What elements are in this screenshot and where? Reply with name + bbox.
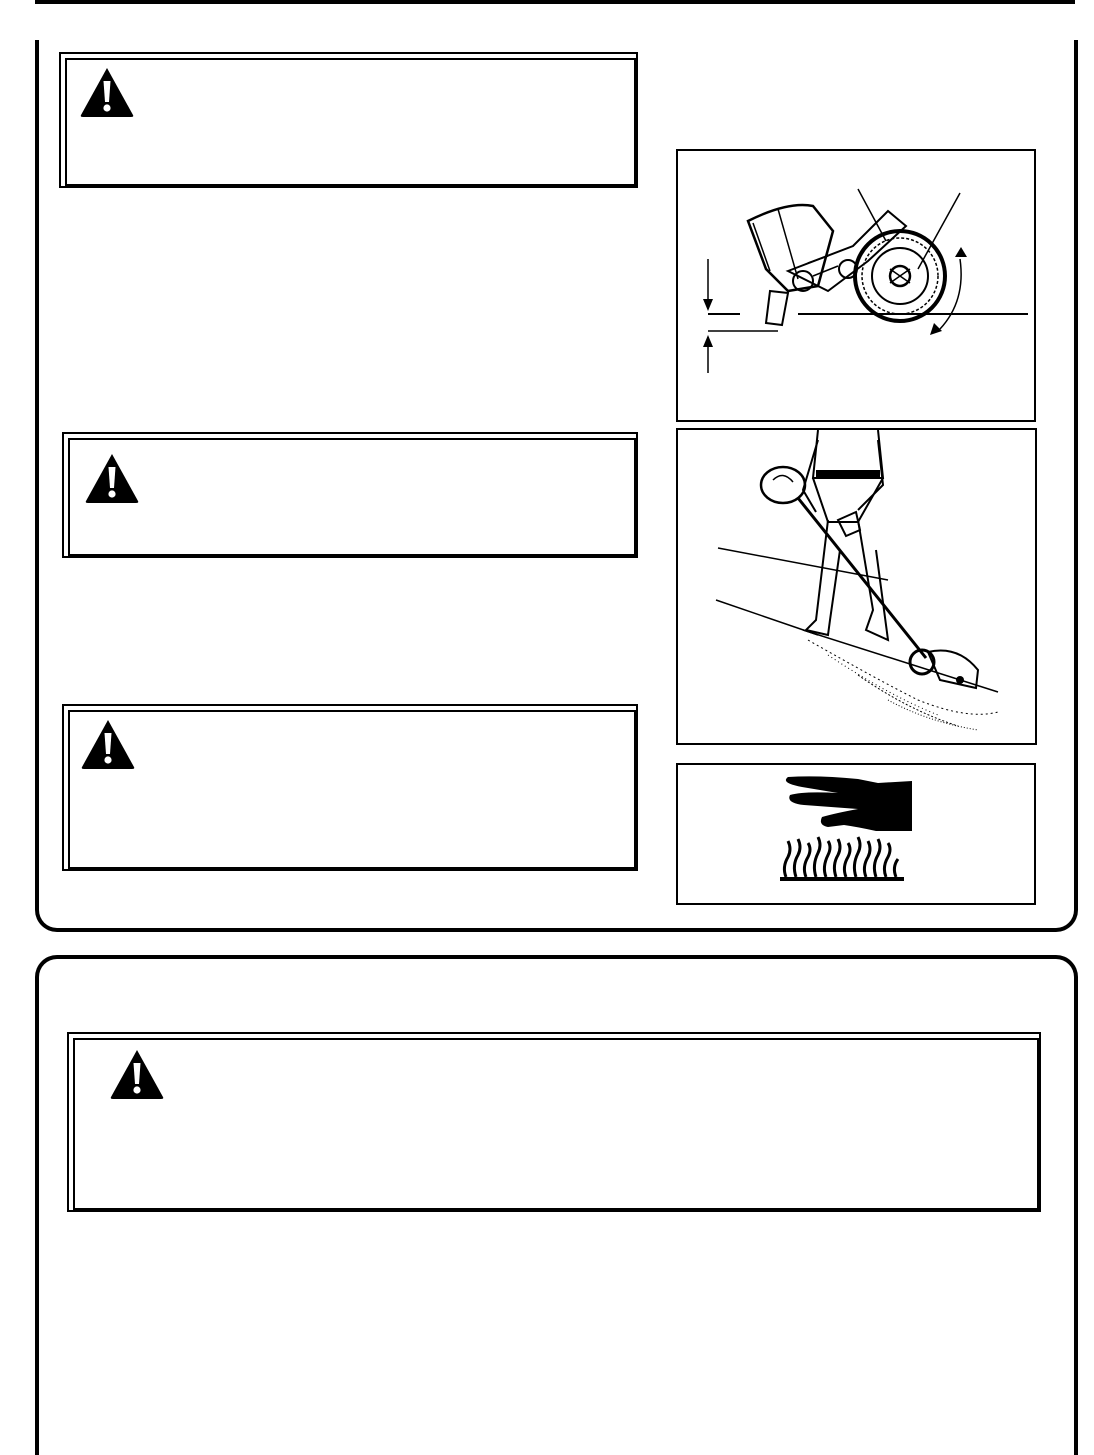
edger-wheel-depth-figure <box>676 149 1036 422</box>
warning-triangle-icon <box>80 718 136 770</box>
warning-triangle-icon <box>109 1048 165 1100</box>
operator-edging-figure <box>676 428 1037 745</box>
warning-triangle-icon <box>79 66 135 118</box>
warning-box-4 <box>67 1032 1041 1212</box>
warning-box-1 <box>59 52 638 188</box>
warning-triangle-icon <box>84 452 140 504</box>
operator-edging-drawing <box>678 430 1035 743</box>
edger-wheel-drawing <box>678 151 1034 420</box>
warning-box-2 <box>62 432 638 558</box>
hand-over-heat-icon <box>678 765 1034 903</box>
hot-surface-hand-figure <box>676 763 1036 905</box>
warning-box-3 <box>62 704 638 871</box>
top-rule <box>35 0 1075 4</box>
